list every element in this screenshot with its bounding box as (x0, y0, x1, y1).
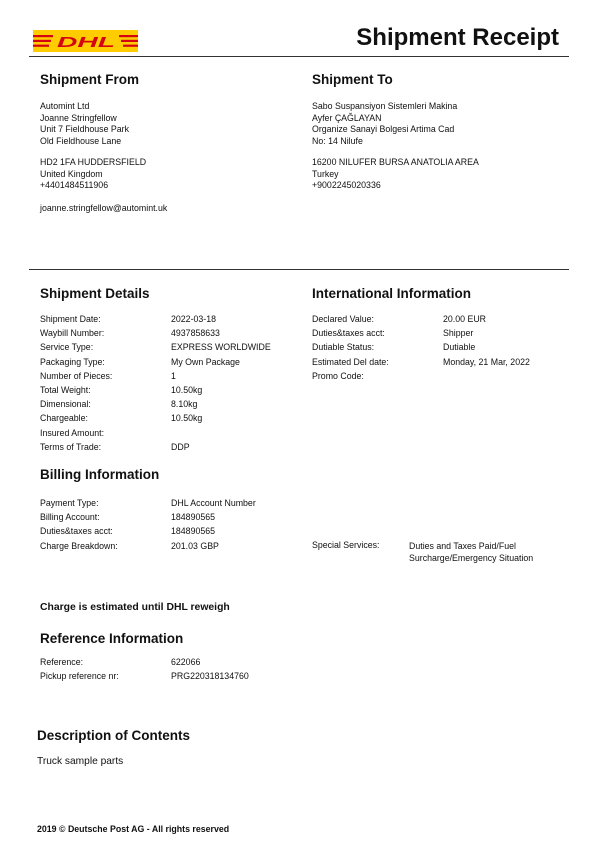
detail-row (40, 397, 290, 411)
shipment-details-table (40, 312, 290, 454)
shipment-from-line: Old Fieldhouse Lane (40, 135, 122, 146)
billing-info-heading: Billing Information (40, 467, 160, 482)
reference-info-table (40, 655, 290, 683)
shipment-from-heading: Shipment From (40, 72, 140, 87)
intl-row (312, 326, 562, 340)
billing-row (40, 524, 290, 538)
detail-row (40, 312, 290, 326)
shipment-from-address-line: +4401484511906 (40, 180, 109, 190)
detail-label: Number of Pieces: (40, 370, 113, 381)
detail-label: Chargeable: (40, 413, 88, 424)
detail-label: Insured Amount: (40, 427, 105, 438)
charge-note: Charge is estimated until DHL reweigh (40, 602, 230, 613)
detail-row (40, 326, 290, 340)
shipment-to-line: Ayfer ÇAĞLAYAN (312, 112, 382, 123)
billing-label: Duties&taxes acct: (40, 526, 113, 537)
detail-row (40, 340, 290, 354)
reference-row (40, 669, 290, 683)
detail-label: Shipment Date: (40, 314, 101, 324)
header-divider (29, 56, 569, 57)
detail-value: 2022-03-18 (171, 314, 216, 324)
reference-row (40, 655, 290, 669)
shipment-to-line: Sabo Suspansiyon Sistemleri Makina (312, 101, 458, 111)
international-info-heading: International Information (312, 286, 472, 301)
intl-value: Shipper (443, 328, 474, 339)
special-services-label: Special Services: (312, 540, 380, 550)
detail-value: 8.10kg (171, 399, 198, 410)
waybill-number: 4937858633 (171, 328, 220, 339)
reference-info-heading: Reference Information (40, 631, 184, 646)
detail-value: 10.50kg (171, 413, 203, 424)
charge-breakdown-value: 201.03 GBP (171, 540, 219, 551)
billing-value: DHL Account Number (171, 498, 256, 508)
shipment-from-line: Joanne Stringfellow (40, 112, 117, 123)
detail-row (40, 411, 290, 425)
description-heading: Description of Contents (37, 728, 191, 743)
description-text: Truck sample parts (37, 756, 124, 767)
shipment-to-heading: Shipment To (312, 72, 393, 87)
shipment-to-address-line: 16200 NILUFER BURSA ANATOLIA AREA (312, 157, 479, 167)
billing-label: Payment Type: (40, 498, 99, 508)
intl-row (312, 340, 562, 354)
billing-value: 184890565 (171, 526, 216, 537)
reference-label: Reference: (40, 657, 84, 667)
document-title: Shipment Receipt (356, 24, 559, 51)
shipment-to-line: No: 14 Nilufe (312, 135, 363, 146)
detail-row (40, 369, 290, 383)
intl-value: Monday, 21 Mar, 2022 (443, 356, 530, 367)
detail-label: Terms of Trade: (40, 441, 102, 452)
shipment-from-address-line: United Kingdom (40, 168, 103, 179)
shipment-from-line: Automint Ltd (40, 101, 90, 111)
detail-value: DDP (171, 441, 190, 452)
international-info-table (312, 312, 562, 383)
special-services-value: Duties and Taxes Paid/Fuel Surcharge/Emergency Situation (409, 541, 534, 563)
reference-value: 622066 (171, 657, 201, 667)
detail-label: Waybill Number: (40, 328, 105, 339)
detail-value: 10.50kg (171, 384, 203, 395)
pickup-reference-value: PRG220318134760 (171, 671, 249, 682)
detail-value: 1 (171, 370, 176, 381)
shipment-to-lines (312, 101, 457, 147)
shipment-to-address (312, 157, 479, 192)
detail-row (40, 355, 290, 369)
shipment-to-address-line: +9002245020336 (312, 180, 381, 190)
billing-label: Charge Breakdown: (40, 540, 118, 551)
intl-value: 20.00 EUR (443, 314, 487, 324)
shipment-details-heading: Shipment Details (40, 286, 150, 301)
intl-row (312, 312, 562, 326)
intl-row (312, 369, 562, 383)
shipment-to-line: Organize Sanayi Bolgesi Artima Cad (312, 124, 455, 134)
billing-row (40, 539, 290, 553)
dhl-logo (33, 30, 138, 52)
detail-value: EXPRESS WORLDWIDE (171, 342, 271, 353)
detail-row (40, 426, 290, 440)
detail-label: Total Weight: (40, 384, 91, 395)
detail-label: Dimensional: (40, 399, 91, 410)
shipment-from-email: joanne.stringfellow@automint.uk (40, 203, 168, 213)
detail-row (40, 440, 290, 454)
detail-label: Packaging Type: (40, 356, 105, 367)
shipment-from-address (40, 157, 146, 192)
intl-label: Promo Code: (312, 370, 364, 381)
detail-label: Service Type: (40, 342, 94, 353)
billing-value: 184890565 (171, 512, 216, 523)
intl-row (312, 355, 562, 369)
detail-row (40, 383, 290, 397)
section-divider (29, 269, 569, 270)
dhl-logo-text: DHL (57, 34, 115, 52)
shipment-from-address-line: HD2 1FA HUDDERSFIELD (40, 157, 147, 167)
shipment-from-line: Unit 7 Fieldhouse Park (40, 124, 129, 134)
billing-label: Billing Account: (40, 512, 100, 523)
billing-row (40, 510, 290, 524)
billing-info-table (40, 496, 290, 553)
intl-label: Dutiable Status: (312, 342, 375, 353)
intl-label: Duties&taxes acct: (312, 328, 385, 339)
reference-label: Pickup reference nr: (40, 671, 119, 682)
intl-label: Declared Value: (312, 314, 374, 324)
shipment-from-lines (40, 101, 129, 147)
copyright-footer: 2019 © Deutsche Post AG - All rights reserved (37, 824, 230, 834)
intl-value: Dutiable (443, 342, 476, 353)
detail-value: My Own Package (171, 356, 240, 367)
shipment-to-address-line: Turkey (312, 168, 339, 179)
billing-row (40, 496, 290, 510)
intl-label: Estimated Del date: (312, 356, 389, 367)
